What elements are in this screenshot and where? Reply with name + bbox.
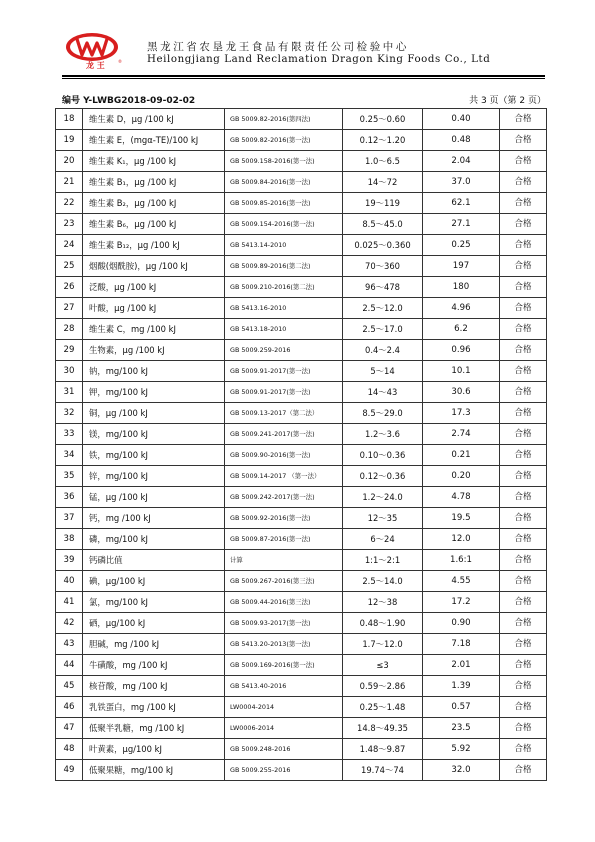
verdict-cell: 合格 [500, 466, 547, 487]
test-result-cell: 0.21 [423, 445, 500, 466]
test-item-cell: 维生素 K₁，μg /100 kJ [83, 151, 225, 172]
standard-range-cell: 1.7～12.0 [343, 634, 423, 655]
table-row [56, 550, 547, 571]
test-result-cell: 6.2 [423, 319, 500, 340]
row-number-cell: 22 [56, 193, 83, 214]
test-result-cell: 27.1 [423, 214, 500, 235]
standard-range-cell: 1.2～24.0 [343, 487, 423, 508]
test-item-cell: 乳铁蛋白，mg /100 kJ [83, 697, 225, 718]
test-item-cell: 叶黄素，μg/100 kJ [83, 739, 225, 760]
table-row [56, 508, 547, 529]
row-number-cell: 41 [56, 592, 83, 613]
table-row [56, 256, 547, 277]
row-number-cell: 30 [56, 361, 83, 382]
test-item-cell: 铁，mg/100 kJ [83, 445, 225, 466]
table-row [56, 445, 547, 466]
table-row [56, 571, 547, 592]
verdict-cell: 合格 [500, 529, 547, 550]
test-item-cell: 钙磷比值 [83, 550, 225, 571]
standard-range-cell: 12～35 [343, 508, 423, 529]
test-item-cell: 钾，mg/100 kJ [83, 382, 225, 403]
test-result-cell: 7.18 [423, 634, 500, 655]
test-result-cell: 197 [423, 256, 500, 277]
verdict-cell: 合格 [500, 340, 547, 361]
test-result-cell: 4.96 [423, 298, 500, 319]
standard-range-cell: 0.4～2.4 [343, 340, 423, 361]
test-result-cell: 32.0 [423, 760, 500, 781]
row-number-cell: 26 [56, 277, 83, 298]
row-number-cell: 39 [56, 550, 83, 571]
test-item-cell: 氯，mg/100 kJ [83, 592, 225, 613]
test-result-cell: 180 [423, 277, 500, 298]
standard-range-cell: 0.10～0.36 [343, 445, 423, 466]
row-number-cell: 18 [56, 109, 83, 130]
standard-range-cell: 5～14 [343, 361, 423, 382]
test-item-cell: 牛磺酸，mg /100 kJ [83, 655, 225, 676]
row-number-cell: 28 [56, 319, 83, 340]
row-number-cell: 35 [56, 466, 83, 487]
test-method-cell: GB 5009.210-2016(第二法) [225, 277, 343, 298]
standard-range-cell: 0.59～2.86 [343, 676, 423, 697]
verdict-cell: 合格 [500, 697, 547, 718]
standard-range-cell: 8.5～45.0 [343, 214, 423, 235]
table-row [56, 634, 547, 655]
table-row [56, 130, 547, 151]
standard-range-cell: 96～478 [343, 277, 423, 298]
row-number-cell: 43 [56, 634, 83, 655]
standard-range-cell: 2.5～12.0 [343, 298, 423, 319]
verdict-cell: 合格 [500, 382, 547, 403]
test-method-cell: GB 5009.85-2016(第一法) [225, 193, 343, 214]
test-item-cell: 维生素 B₁₂，μg /100 kJ [83, 235, 225, 256]
test-method-cell: LW0004-2014 [225, 697, 343, 718]
standard-range-cell: 0.25～0.60 [343, 109, 423, 130]
test-method-cell: GB 5009.91-2017(第一法) [225, 382, 343, 403]
report-number: 编号 Y-LWBG2018-09-02-02 [62, 96, 196, 106]
test-method-cell: GB 5009.169-2016(第一法) [225, 655, 343, 676]
test-item-cell: 钙，mg /100 kJ [83, 508, 225, 529]
test-method-cell: GB 5009.154-2016(第一法) [225, 214, 343, 235]
test-item-cell: 维生素 C，mg /100 kJ [83, 319, 225, 340]
verdict-cell: 合格 [500, 277, 547, 298]
standard-range-cell: 1:1～2:1 [343, 550, 423, 571]
table-row [56, 403, 547, 424]
verdict-cell: 合格 [500, 634, 547, 655]
table-row [56, 109, 547, 130]
verdict-cell: 合格 [500, 109, 547, 130]
company-logo [62, 30, 130, 70]
standard-range-cell: 0.25～1.48 [343, 697, 423, 718]
standard-range-cell: 0.12～0.36 [343, 466, 423, 487]
row-number-cell: 29 [56, 340, 83, 361]
test-item-cell: 低聚果糖，mg/100 kJ [83, 760, 225, 781]
row-number-cell: 36 [56, 487, 83, 508]
standard-range-cell: 2.5～17.0 [343, 319, 423, 340]
table-row [56, 235, 547, 256]
table-row [56, 676, 547, 697]
test-item-cell: 维生素 B₂，μg /100 kJ [83, 193, 225, 214]
test-method-cell: GB 5009.91-2017(第一法) [225, 361, 343, 382]
test-item-cell: 锰，μg /100 kJ [83, 487, 225, 508]
row-number-cell: 34 [56, 445, 83, 466]
test-result-cell: 5.92 [423, 739, 500, 760]
test-result-cell: 0.40 [423, 109, 500, 130]
test-result-cell: 1.39 [423, 676, 500, 697]
table-row [56, 172, 547, 193]
row-number-cell: 25 [56, 256, 83, 277]
test-result-cell: 0.57 [423, 697, 500, 718]
table-row [56, 718, 547, 739]
table-row [56, 277, 547, 298]
test-item-cell: 生物素，μg /100 kJ [83, 340, 225, 361]
test-item-cell: 镁，mg/100 kJ [83, 424, 225, 445]
test-item-cell: 钠，mg/100 kJ [83, 361, 225, 382]
table-row [56, 466, 547, 487]
standard-range-cell: 19～119 [343, 193, 423, 214]
test-result-cell: 4.78 [423, 487, 500, 508]
letterhead [62, 30, 542, 70]
row-number-cell: 47 [56, 718, 83, 739]
verdict-cell: 合格 [500, 487, 547, 508]
test-result-cell: 2.01 [423, 655, 500, 676]
verdict-cell: 合格 [500, 361, 547, 382]
verdict-cell: 合格 [500, 613, 547, 634]
verdict-cell: 合格 [500, 424, 547, 445]
verdict-cell: 合格 [500, 256, 547, 277]
table-row [56, 361, 547, 382]
standard-range-cell: 1.2～3.6 [343, 424, 423, 445]
test-item-cell: 烟酸(烟酰胺)，μg /100 kJ [83, 256, 225, 277]
standard-range-cell: 14～72 [343, 172, 423, 193]
verdict-cell: 合格 [500, 403, 547, 424]
standard-range-cell: 0.48～1.90 [343, 613, 423, 634]
test-method-cell: GB 5009.90-2016(第一法) [225, 445, 343, 466]
verdict-cell: 合格 [500, 592, 547, 613]
verdict-cell: 合格 [500, 571, 547, 592]
test-result-cell: 30.6 [423, 382, 500, 403]
test-item-cell: 锌，mg/100 kJ [83, 466, 225, 487]
test-method-cell: GB 5009.93-2017(第一法) [225, 613, 343, 634]
test-result-cell: 0.90 [423, 613, 500, 634]
row-number-cell: 38 [56, 529, 83, 550]
test-result-cell: 19.5 [423, 508, 500, 529]
row-number-cell: 24 [56, 235, 83, 256]
test-item-cell: 维生素 D，μg /100 kJ [83, 109, 225, 130]
table-row [56, 739, 547, 760]
table-row [56, 424, 547, 445]
svg-text:龙 王: 龙 王 [86, 61, 105, 70]
svg-text:®: ® [118, 59, 122, 64]
test-item-cell: 胆碱，mg /100 kJ [83, 634, 225, 655]
verdict-cell: 合格 [500, 172, 547, 193]
row-number-cell: 45 [56, 676, 83, 697]
organization-name-english: Heilongjiang Land Reclamation Dragon King Foods Co., Ltd [147, 54, 491, 65]
test-method-cell: GB 5009.84-2016(第一法) [225, 172, 343, 193]
test-result-cell: 10.1 [423, 361, 500, 382]
verdict-cell: 合格 [500, 214, 547, 235]
row-number-cell: 44 [56, 655, 83, 676]
test-method-cell: 计算 [225, 550, 343, 571]
verdict-cell: 合格 [500, 508, 547, 529]
test-method-cell: GB 5009.87-2016(第一法) [225, 529, 343, 550]
test-method-cell: GB 5009.259-2016 [225, 340, 343, 361]
test-item-cell: 低聚半乳糖，mg /100 kJ [83, 718, 225, 739]
test-item-cell: 碘，μg/100 kJ [83, 571, 225, 592]
verdict-cell: 合格 [500, 655, 547, 676]
test-result-cell: 0.20 [423, 466, 500, 487]
test-method-cell: GB 5009.255-2016 [225, 760, 343, 781]
verdict-cell: 合格 [500, 550, 547, 571]
test-result-cell: 62.1 [423, 193, 500, 214]
standard-range-cell: 1.0～6.5 [343, 151, 423, 172]
test-item-cell: 泛酸，μg /100 kJ [83, 277, 225, 298]
standard-range-cell: 8.5～29.0 [343, 403, 423, 424]
row-number-cell: 40 [56, 571, 83, 592]
test-item-cell: 核苷酸，mg /100 kJ [83, 676, 225, 697]
test-method-cell: GB 5413.14-2010 [225, 235, 343, 256]
test-method-cell: GB 5413.18-2010 [225, 319, 343, 340]
test-method-cell: GB 5009.92-2016(第一法) [225, 508, 343, 529]
standard-range-cell: 14～43 [343, 382, 423, 403]
standard-range-cell: 0.025～0.360 [343, 235, 423, 256]
table-row [56, 697, 547, 718]
test-item-cell: 维生素 E，(mgα-TE)/100 kJ [83, 130, 225, 151]
table-row [56, 487, 547, 508]
test-method-cell: GB 5413.40-2016 [225, 676, 343, 697]
verdict-cell: 合格 [500, 193, 547, 214]
row-number-cell: 31 [56, 382, 83, 403]
test-result-cell: 1.6:1 [423, 550, 500, 571]
test-item-cell: 维生素 B₁，μg /100 kJ [83, 172, 225, 193]
table-row [56, 592, 547, 613]
test-results-table [55, 108, 547, 781]
verdict-cell: 合格 [500, 718, 547, 739]
test-result-cell: 4.55 [423, 571, 500, 592]
test-result-cell: 0.25 [423, 235, 500, 256]
table-row [56, 655, 547, 676]
table-row [56, 151, 547, 172]
table-row [56, 214, 547, 235]
test-item-cell: 磷，mg/100 kJ [83, 529, 225, 550]
row-number-cell: 49 [56, 760, 83, 781]
verdict-cell: 合格 [500, 151, 547, 172]
test-result-cell: 2.04 [423, 151, 500, 172]
standard-range-cell: 70～360 [343, 256, 423, 277]
test-result-cell: 17.2 [423, 592, 500, 613]
test-item-cell: 维生素 B₆，μg /100 kJ [83, 214, 225, 235]
verdict-cell: 合格 [500, 760, 547, 781]
test-method-cell: LW0006-2014 [225, 718, 343, 739]
header-rule-thick [62, 75, 545, 77]
row-number-cell: 32 [56, 403, 83, 424]
standard-range-cell: 0.12～1.20 [343, 130, 423, 151]
table-row [56, 529, 547, 550]
table-row [56, 340, 547, 361]
test-result-cell: 2.74 [423, 424, 500, 445]
test-method-cell: GB 5009.248-2016 [225, 739, 343, 760]
table-row [56, 760, 547, 781]
organization-name-chinese: 黑龙江省农垦龙王食品有限责任公司检验中心 [147, 41, 409, 53]
standard-range-cell: 12～38 [343, 592, 423, 613]
verdict-cell: 合格 [500, 319, 547, 340]
verdict-cell: 合格 [500, 298, 547, 319]
row-number-cell: 23 [56, 214, 83, 235]
row-number-cell: 19 [56, 130, 83, 151]
header-rule-thin [62, 78, 545, 79]
row-number-cell: 33 [56, 424, 83, 445]
test-result-cell: 37.0 [423, 172, 500, 193]
row-number-cell: 46 [56, 697, 83, 718]
verdict-cell: 合格 [500, 235, 547, 256]
test-method-cell: GB 5413.16-2010 [225, 298, 343, 319]
test-method-cell: GB 5009.44-2016(第三法) [225, 592, 343, 613]
standard-range-cell: 1.48～9.87 [343, 739, 423, 760]
test-result-cell: 0.96 [423, 340, 500, 361]
test-method-cell: GB 5009.82-2016(第一法) [225, 130, 343, 151]
test-method-cell: GB 5009.82-2016(第四法) [225, 109, 343, 130]
verdict-cell: 合格 [500, 445, 547, 466]
test-result-cell: 23.5 [423, 718, 500, 739]
page-indicator: 共 3 页（第 2 页） [469, 96, 546, 106]
row-number-cell: 37 [56, 508, 83, 529]
verdict-cell: 合格 [500, 676, 547, 697]
test-method-cell: GB 5009.241-2017(第一法) [225, 424, 343, 445]
test-method-cell: GB 5009.158-2016(第一法) [225, 151, 343, 172]
row-number-cell: 48 [56, 739, 83, 760]
test-method-cell: GB 5009.13-2017（第二法） [225, 403, 343, 424]
table-row [56, 298, 547, 319]
table-row [56, 382, 547, 403]
test-method-cell: GB 5009.267-2016(第三法) [225, 571, 343, 592]
test-item-cell: 铜，μg /100 kJ [83, 403, 225, 424]
table-body [56, 109, 547, 781]
test-method-cell: GB 5009.14-2017 （第一法） [225, 466, 343, 487]
test-result-cell: 12.0 [423, 529, 500, 550]
standard-range-cell: 6～24 [343, 529, 423, 550]
test-result-cell: 0.48 [423, 130, 500, 151]
row-number-cell: 27 [56, 298, 83, 319]
test-method-cell: GB 5009.242-2017(第一法) [225, 487, 343, 508]
row-number-cell: 21 [56, 172, 83, 193]
standard-range-cell: 2.5～14.0 [343, 571, 423, 592]
table-row [56, 193, 547, 214]
verdict-cell: 合格 [500, 739, 547, 760]
table-row [56, 319, 547, 340]
test-method-cell: GB 5413.20-2013(第一法) [225, 634, 343, 655]
verdict-cell: 合格 [500, 130, 547, 151]
row-number-cell: 42 [56, 613, 83, 634]
standard-range-cell: 14.8～49.35 [343, 718, 423, 739]
table-row [56, 613, 547, 634]
standard-range-cell: 19.74～74 [343, 760, 423, 781]
test-item-cell: 硒，μg/100 kJ [83, 613, 225, 634]
test-result-cell: 17.3 [423, 403, 500, 424]
row-number-cell: 20 [56, 151, 83, 172]
standard-range-cell: ≤3 [343, 655, 423, 676]
test-item-cell: 叶酸，μg /100 kJ [83, 298, 225, 319]
test-method-cell: GB 5009.89-2016(第二法) [225, 256, 343, 277]
